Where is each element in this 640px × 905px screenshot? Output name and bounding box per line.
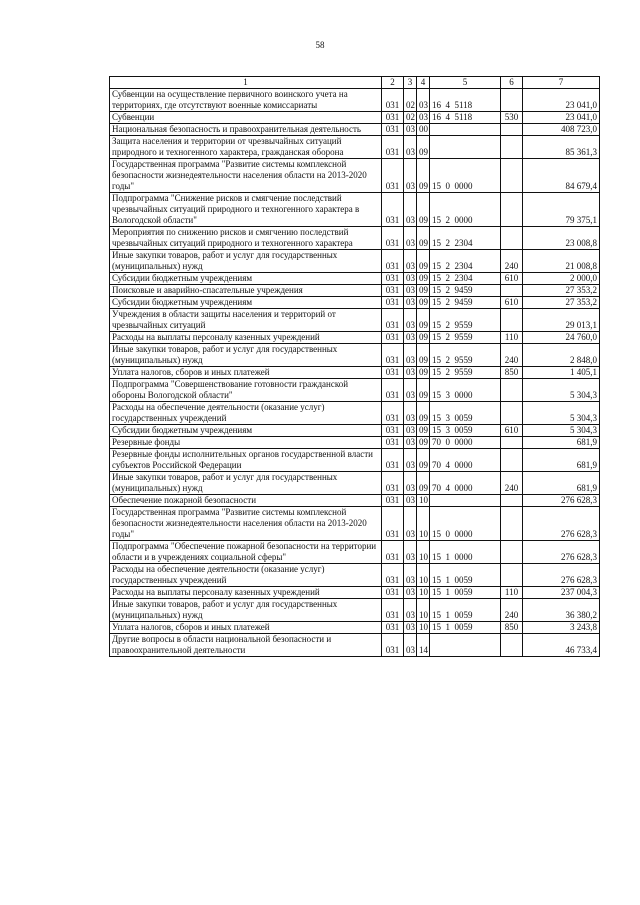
header-cell: 5 bbox=[430, 77, 501, 89]
row-podrazdel-cell: 09 bbox=[417, 273, 430, 285]
row-sum-cell: 3 243,8 bbox=[523, 622, 600, 634]
row-csr-cell: 15 2 9459 bbox=[430, 285, 501, 297]
row-podrazdel-cell: 10 bbox=[417, 564, 430, 587]
row-vr-cell bbox=[501, 634, 523, 657]
row-name-cell: Субвенции bbox=[110, 112, 382, 124]
row-csr-cell: 15 2 2304 bbox=[430, 273, 501, 285]
row-name-cell: Подпрограмма "Обеспечение пожарной безопасности на территории области и в учреждениях социальной сферы" bbox=[110, 541, 382, 564]
header-cell: 4 bbox=[417, 77, 430, 89]
row-name-cell: Национальная безопасность и правоохранительная деятельность bbox=[110, 124, 382, 136]
row-razdel-cell: 03 bbox=[404, 472, 417, 495]
row-csr-cell: 15 2 9559 bbox=[430, 344, 501, 367]
row-ved-cell: 031 bbox=[382, 541, 404, 564]
table-row bbox=[110, 622, 600, 634]
table-row bbox=[110, 112, 600, 124]
row-ved-cell: 031 bbox=[382, 472, 404, 495]
row-podrazdel-cell: 09 bbox=[417, 227, 430, 250]
table-row bbox=[110, 273, 600, 285]
row-csr-cell: 16 4 5118 bbox=[430, 112, 501, 124]
budget-table bbox=[109, 76, 600, 657]
row-vr-cell bbox=[501, 564, 523, 587]
row-razdel-cell: 03 bbox=[404, 332, 417, 344]
row-csr-cell: 15 2 0000 bbox=[430, 193, 501, 227]
header-cell: 7 bbox=[523, 77, 600, 89]
row-name-cell: Субсидии бюджетным учреждениям bbox=[110, 425, 382, 437]
row-sum-cell: 27 353,2 bbox=[523, 285, 600, 297]
row-name-cell: Расходы на обеспечение деятельности (оказание услуг) государственных учреждений bbox=[110, 402, 382, 425]
row-sum-cell: 79 375,1 bbox=[523, 193, 600, 227]
row-sum-cell: 36 380,2 bbox=[523, 599, 600, 622]
row-razdel-cell: 03 bbox=[404, 402, 417, 425]
row-vr-cell bbox=[501, 89, 523, 112]
row-csr-cell: 15 3 0059 bbox=[430, 425, 501, 437]
row-ved-cell: 031 bbox=[382, 309, 404, 332]
row-name-cell: Подпрограмма "Снижение рисков и смягчение последствий чрезвычайных ситуаций природного и техногенного характера в Вологодской области" bbox=[110, 193, 382, 227]
row-podrazdel-cell: 10 bbox=[417, 587, 430, 599]
row-sum-cell: 2 848,0 bbox=[523, 344, 600, 367]
row-sum-cell: 29 013,1 bbox=[523, 309, 600, 332]
row-csr-cell: 15 1 0000 bbox=[430, 541, 501, 564]
row-podrazdel-cell: 09 bbox=[417, 344, 430, 367]
row-razdel-cell: 03 bbox=[404, 425, 417, 437]
row-ved-cell: 031 bbox=[382, 622, 404, 634]
row-csr-cell bbox=[430, 136, 501, 159]
row-ved-cell: 031 bbox=[382, 297, 404, 309]
row-podrazdel-cell: 09 bbox=[417, 285, 430, 297]
row-sum-cell: 276 628,3 bbox=[523, 507, 600, 541]
row-vr-cell bbox=[501, 193, 523, 227]
row-sum-cell: 23 041,0 bbox=[523, 112, 600, 124]
row-name-cell: Защита населения и территории от чрезвычайных ситуаций природного и техногенного характера, гражданская оборона bbox=[110, 136, 382, 159]
row-csr-cell: 70 0 0000 bbox=[430, 437, 501, 449]
row-vr-cell: 240 bbox=[501, 599, 523, 622]
row-csr-cell bbox=[430, 124, 501, 136]
row-vr-cell bbox=[501, 449, 523, 472]
row-razdel-cell: 03 bbox=[404, 564, 417, 587]
row-ved-cell: 031 bbox=[382, 344, 404, 367]
row-podrazdel-cell: 10 bbox=[417, 507, 430, 541]
table-row bbox=[110, 193, 600, 227]
row-podrazdel-cell: 10 bbox=[417, 495, 430, 507]
row-ved-cell: 031 bbox=[382, 227, 404, 250]
row-ved-cell: 031 bbox=[382, 495, 404, 507]
row-podrazdel-cell: 09 bbox=[417, 193, 430, 227]
row-sum-cell: 1 405,1 bbox=[523, 367, 600, 379]
row-ved-cell: 031 bbox=[382, 587, 404, 599]
row-ved-cell: 031 bbox=[382, 159, 404, 193]
row-sum-cell: 85 361,3 bbox=[523, 136, 600, 159]
row-podrazdel-cell: 03 bbox=[417, 89, 430, 112]
row-vr-cell bbox=[501, 124, 523, 136]
row-podrazdel-cell: 03 bbox=[417, 112, 430, 124]
row-podrazdel-cell: 09 bbox=[417, 136, 430, 159]
table-row bbox=[110, 449, 600, 472]
row-csr-cell: 15 1 0059 bbox=[430, 622, 501, 634]
row-name-cell: Субсидии бюджетным учреждениям bbox=[110, 297, 382, 309]
row-name-cell: Поисковые и аварийно-спасательные учреждения bbox=[110, 285, 382, 297]
row-name-cell: Уплата налогов, сборов и иных платежей bbox=[110, 622, 382, 634]
row-vr-cell bbox=[501, 437, 523, 449]
row-ved-cell: 031 bbox=[382, 599, 404, 622]
table-row bbox=[110, 541, 600, 564]
row-sum-cell: 276 628,3 bbox=[523, 564, 600, 587]
header-cell: 2 bbox=[382, 77, 404, 89]
row-vr-cell: 610 bbox=[501, 297, 523, 309]
table-row bbox=[110, 564, 600, 587]
table-row bbox=[110, 437, 600, 449]
row-name-cell: Иные закупки товаров, работ и услуг для государственных (муниципальных) нужд bbox=[110, 599, 382, 622]
row-ved-cell: 031 bbox=[382, 136, 404, 159]
row-vr-cell bbox=[501, 541, 523, 564]
row-sum-cell: 681,9 bbox=[523, 437, 600, 449]
row-csr-cell: 15 2 2304 bbox=[430, 227, 501, 250]
row-vr-cell bbox=[501, 379, 523, 402]
row-csr-cell: 15 2 9559 bbox=[430, 367, 501, 379]
row-sum-cell: 84 679,4 bbox=[523, 159, 600, 193]
row-sum-cell: 24 760,0 bbox=[523, 332, 600, 344]
row-vr-cell bbox=[501, 309, 523, 332]
row-csr-cell bbox=[430, 495, 501, 507]
row-razdel-cell: 03 bbox=[404, 379, 417, 402]
table-row bbox=[110, 379, 600, 402]
table-row bbox=[110, 507, 600, 541]
row-csr-cell: 15 0 0000 bbox=[430, 507, 501, 541]
row-vr-cell bbox=[501, 285, 523, 297]
row-ved-cell: 031 bbox=[382, 250, 404, 273]
row-vr-cell bbox=[501, 507, 523, 541]
row-name-cell: Резервные фонды исполнительных органов государственной власти субъектов Российской Федерации bbox=[110, 449, 382, 472]
row-name-cell: Расходы на обеспечение деятельности (оказание услуг) государственных учреждений bbox=[110, 564, 382, 587]
table-row bbox=[110, 402, 600, 425]
header-cell: 6 bbox=[501, 77, 523, 89]
row-razdel-cell: 02 bbox=[404, 112, 417, 124]
row-razdel-cell: 03 bbox=[404, 227, 417, 250]
row-name-cell: Субвенции на осуществление первичного воинского учета на территориях, где отсутствуют военные комиссариаты bbox=[110, 89, 382, 112]
header-cell: 1 bbox=[110, 77, 382, 89]
row-vr-cell: 240 bbox=[501, 250, 523, 273]
row-vr-cell: 610 bbox=[501, 425, 523, 437]
row-podrazdel-cell: 09 bbox=[417, 425, 430, 437]
row-name-cell: Учреждения в области защиты населения и территорий от чрезвычайных ситуаций bbox=[110, 309, 382, 332]
row-ved-cell: 031 bbox=[382, 112, 404, 124]
row-ved-cell: 031 bbox=[382, 332, 404, 344]
row-name-cell: Иные закупки товаров, работ и услуг для государственных (муниципальных) нужд bbox=[110, 472, 382, 495]
row-ved-cell: 031 bbox=[382, 367, 404, 379]
table-row bbox=[110, 367, 600, 379]
row-ved-cell: 031 bbox=[382, 564, 404, 587]
row-csr-cell: 70 4 0000 bbox=[430, 472, 501, 495]
row-name-cell: Расходы на выплаты персоналу казенных учреждений bbox=[110, 332, 382, 344]
row-csr-cell: 15 3 0059 bbox=[430, 402, 501, 425]
row-ved-cell: 031 bbox=[382, 89, 404, 112]
row-ved-cell: 031 bbox=[382, 507, 404, 541]
table-row bbox=[110, 634, 600, 657]
row-razdel-cell: 03 bbox=[404, 193, 417, 227]
row-vr-cell bbox=[501, 227, 523, 250]
row-csr-cell: 15 2 2304 bbox=[430, 250, 501, 273]
row-csr-cell: 15 0 0000 bbox=[430, 159, 501, 193]
row-sum-cell: 2 000,0 bbox=[523, 273, 600, 285]
row-vr-cell: 110 bbox=[501, 587, 523, 599]
header-cell: 3 bbox=[404, 77, 417, 89]
row-sum-cell: 5 304,3 bbox=[523, 402, 600, 425]
table-row bbox=[110, 472, 600, 495]
table-row bbox=[110, 297, 600, 309]
row-razdel-cell: 02 bbox=[404, 89, 417, 112]
row-razdel-cell: 03 bbox=[404, 136, 417, 159]
row-ved-cell: 031 bbox=[382, 379, 404, 402]
table-row bbox=[110, 587, 600, 599]
row-podrazdel-cell: 10 bbox=[417, 599, 430, 622]
row-csr-cell: 15 2 9559 bbox=[430, 332, 501, 344]
row-sum-cell: 5 304,3 bbox=[523, 425, 600, 437]
row-razdel-cell: 03 bbox=[404, 507, 417, 541]
row-podrazdel-cell: 09 bbox=[417, 379, 430, 402]
row-csr-cell: 16 4 5118 bbox=[430, 89, 501, 112]
table-row bbox=[110, 344, 600, 367]
row-vr-cell bbox=[501, 136, 523, 159]
page-number: 58 bbox=[315, 40, 325, 50]
row-name-cell: Другие вопросы в области национальной безопасности и правоохранительной деятельности bbox=[110, 634, 382, 657]
row-ved-cell: 031 bbox=[382, 437, 404, 449]
row-sum-cell: 276 628,3 bbox=[523, 495, 600, 507]
row-razdel-cell: 03 bbox=[404, 273, 417, 285]
row-vr-cell: 240 bbox=[501, 344, 523, 367]
row-podrazdel-cell: 09 bbox=[417, 437, 430, 449]
row-razdel-cell: 03 bbox=[404, 367, 417, 379]
row-ved-cell: 031 bbox=[382, 449, 404, 472]
row-sum-cell: 237 004,3 bbox=[523, 587, 600, 599]
row-sum-cell: 681,9 bbox=[523, 449, 600, 472]
row-vr-cell: 530 bbox=[501, 112, 523, 124]
row-vr-cell: 850 bbox=[501, 622, 523, 634]
row-podrazdel-cell: 09 bbox=[417, 367, 430, 379]
row-sum-cell: 681,9 bbox=[523, 472, 600, 495]
row-csr-cell bbox=[430, 634, 501, 657]
row-podrazdel-cell: 09 bbox=[417, 472, 430, 495]
table-row bbox=[110, 159, 600, 193]
row-sum-cell: 46 733,4 bbox=[523, 634, 600, 657]
row-csr-cell: 15 2 9459 bbox=[430, 297, 501, 309]
row-csr-cell: 15 1 0059 bbox=[430, 599, 501, 622]
row-sum-cell: 408 723,0 bbox=[523, 124, 600, 136]
row-vr-cell bbox=[501, 159, 523, 193]
row-sum-cell: 21 008,8 bbox=[523, 250, 600, 273]
row-podrazdel-cell: 09 bbox=[417, 159, 430, 193]
row-ved-cell: 031 bbox=[382, 273, 404, 285]
row-razdel-cell: 03 bbox=[404, 159, 417, 193]
row-ved-cell: 031 bbox=[382, 285, 404, 297]
table-row bbox=[110, 309, 600, 332]
row-vr-cell bbox=[501, 495, 523, 507]
header-row bbox=[110, 77, 600, 89]
row-razdel-cell: 03 bbox=[404, 449, 417, 472]
row-name-cell: Государственная программа "Развитие системы комплексной безопасности жизнедеятельности населения области на 2013-2020 годы" bbox=[110, 507, 382, 541]
row-sum-cell: 23 008,8 bbox=[523, 227, 600, 250]
table-row bbox=[110, 599, 600, 622]
table-row bbox=[110, 332, 600, 344]
row-razdel-cell: 03 bbox=[404, 587, 417, 599]
row-vr-cell: 240 bbox=[501, 472, 523, 495]
row-csr-cell: 15 2 9559 bbox=[430, 309, 501, 332]
row-podrazdel-cell: 14 bbox=[417, 634, 430, 657]
row-name-cell: Иные закупки товаров, работ и услуг для государственных (муниципальных) нужд bbox=[110, 344, 382, 367]
table-row bbox=[110, 124, 600, 136]
row-podrazdel-cell: 09 bbox=[417, 309, 430, 332]
row-razdel-cell: 03 bbox=[404, 297, 417, 309]
table-body bbox=[110, 89, 600, 657]
row-podrazdel-cell: 00 bbox=[417, 124, 430, 136]
row-razdel-cell: 03 bbox=[404, 309, 417, 332]
row-name-cell: Подпрограмма "Совершенствование готовности гражданской обороны Вологодской области" bbox=[110, 379, 382, 402]
row-csr-cell: 15 1 0059 bbox=[430, 564, 501, 587]
row-ved-cell: 031 bbox=[382, 425, 404, 437]
row-podrazdel-cell: 10 bbox=[417, 622, 430, 634]
row-name-cell: Расходы на выплаты персоналу казенных учреждений bbox=[110, 587, 382, 599]
row-name-cell: Уплата налогов, сборов и иных платежей bbox=[110, 367, 382, 379]
row-ved-cell: 031 bbox=[382, 634, 404, 657]
row-razdel-cell: 03 bbox=[404, 437, 417, 449]
row-razdel-cell: 03 bbox=[404, 344, 417, 367]
table-row bbox=[110, 250, 600, 273]
row-podrazdel-cell: 09 bbox=[417, 297, 430, 309]
row-razdel-cell: 03 bbox=[404, 622, 417, 634]
row-podrazdel-cell: 09 bbox=[417, 332, 430, 344]
row-ved-cell: 031 bbox=[382, 193, 404, 227]
table-row bbox=[110, 89, 600, 112]
row-sum-cell: 276 628,3 bbox=[523, 541, 600, 564]
row-razdel-cell: 03 bbox=[404, 599, 417, 622]
row-ved-cell: 031 bbox=[382, 402, 404, 425]
row-vr-cell: 850 bbox=[501, 367, 523, 379]
row-name-cell: Субсидии бюджетным учреждениям bbox=[110, 273, 382, 285]
row-sum-cell: 27 353,2 bbox=[523, 297, 600, 309]
row-podrazdel-cell: 09 bbox=[417, 250, 430, 273]
row-name-cell: Обеспечение пожарной безопасности bbox=[110, 495, 382, 507]
row-razdel-cell: 03 bbox=[404, 124, 417, 136]
row-vr-cell: 610 bbox=[501, 273, 523, 285]
row-name-cell: Мероприятия по снижению рисков и смягчению последствий чрезвычайных ситуаций природного и техногенного характера bbox=[110, 227, 382, 250]
row-sum-cell: 23 041,0 bbox=[523, 89, 600, 112]
table-row bbox=[110, 136, 600, 159]
row-csr-cell: 15 1 0059 bbox=[430, 587, 501, 599]
table-row bbox=[110, 495, 600, 507]
row-ved-cell: 031 bbox=[382, 124, 404, 136]
row-razdel-cell: 03 bbox=[404, 250, 417, 273]
row-csr-cell: 15 3 0000 bbox=[430, 379, 501, 402]
row-vr-cell: 110 bbox=[501, 332, 523, 344]
row-podrazdel-cell: 10 bbox=[417, 541, 430, 564]
table-row bbox=[110, 227, 600, 250]
row-sum-cell: 5 304,3 bbox=[523, 379, 600, 402]
table-row bbox=[110, 285, 600, 297]
row-razdel-cell: 03 bbox=[404, 541, 417, 564]
table-row bbox=[110, 425, 600, 437]
row-vr-cell bbox=[501, 402, 523, 425]
row-name-cell: Резервные фонды bbox=[110, 437, 382, 449]
row-razdel-cell: 03 bbox=[404, 634, 417, 657]
row-name-cell: Иные закупки товаров, работ и услуг для государственных (муниципальных) нужд bbox=[110, 250, 382, 273]
row-razdel-cell: 03 bbox=[404, 285, 417, 297]
row-csr-cell: 70 4 0000 bbox=[430, 449, 501, 472]
row-name-cell: Государственная программа "Развитие системы комплексной безопасности жизнедеятельности населения области на 2013-2020 годы" bbox=[110, 159, 382, 193]
row-podrazdel-cell: 09 bbox=[417, 449, 430, 472]
row-razdel-cell: 03 bbox=[404, 495, 417, 507]
row-podrazdel-cell: 09 bbox=[417, 402, 430, 425]
